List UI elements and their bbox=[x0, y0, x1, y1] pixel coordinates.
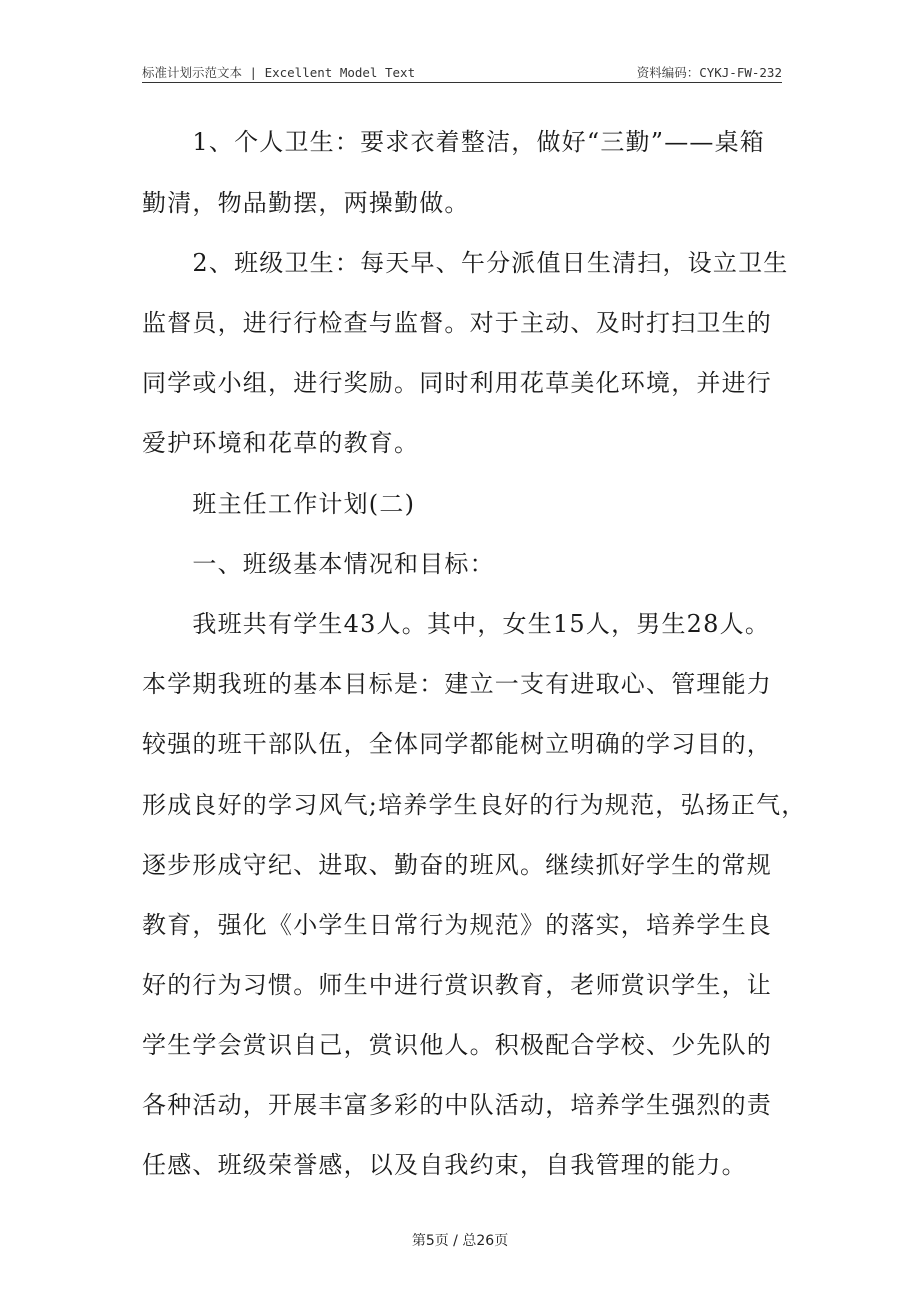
body-line: 各种活动，开展丰富多彩的中队活动，培养学生强烈的责 bbox=[142, 1091, 772, 1119]
page-header bbox=[142, 60, 782, 83]
body-line: 学生学会赏识自己，赏识他人。积极配合学校、少先队的 bbox=[142, 1031, 772, 1059]
body-line: 1、个人卫生：要求衣着整洁，做好“三勤”——桌箱 bbox=[142, 128, 766, 156]
body-line: 形成良好的学习风气;培养学生良好的行为规范，弘扬正气， bbox=[142, 791, 807, 819]
header-doc-code: 资料编码：CYKJ-FW-232 bbox=[636, 65, 782, 80]
body-line: 较强的班干部队伍，全体同学都能树立明确的学习目的， bbox=[142, 730, 772, 758]
body-line: 我班共有学生43人。其中，女生15人，男生28人。 bbox=[142, 610, 771, 638]
section-title: 班主任工作计划(二) bbox=[142, 490, 416, 518]
body-line: 爱护环境和花草的教育。 bbox=[142, 429, 420, 457]
current-page-number: 5 bbox=[425, 1233, 435, 1249]
body-line: 逐步形成守纪、进取、勤奋的班风。继续抓好学生的常规 bbox=[142, 851, 772, 879]
footer-middle: 页 / 总 bbox=[434, 1233, 477, 1249]
body-line: 本学期我班的基本目标是：建立一支有进取心、管理能力 bbox=[142, 670, 772, 698]
footer-suffix: 页 bbox=[494, 1233, 509, 1249]
total-page-count: 26 bbox=[476, 1233, 495, 1249]
page-footer bbox=[0, 1230, 920, 1250]
header-doc-type: 标准计划示范文本 | Excellent Model Text bbox=[142, 65, 416, 80]
body-line: 勤清，物品勤摆，两操勤做。 bbox=[142, 189, 470, 217]
body-line: 教育，强化《小学生日常行为规范》的落实，培养学生良 bbox=[142, 911, 772, 939]
body-line: 2、班级卫生：每天早、午分派值日生清扫，设立卫生 bbox=[142, 249, 789, 277]
body-line: 任感、班级荣誉感，以及自我约束，自我管理的能力。 bbox=[142, 1151, 747, 1179]
section-heading: 一、班级基本情况和目标： bbox=[142, 550, 495, 578]
body-line: 好的行为习惯。师生中进行赏识教育，老师赏识学生，让 bbox=[142, 971, 772, 999]
footer-prefix: 第 bbox=[411, 1233, 426, 1249]
body-line: 监督员，进行行检查与监督。对于主动、及时打扫卫生的 bbox=[142, 309, 772, 337]
body-line: 同学或小组，进行奖励。同时利用花草美化环境，并进行 bbox=[142, 369, 772, 397]
